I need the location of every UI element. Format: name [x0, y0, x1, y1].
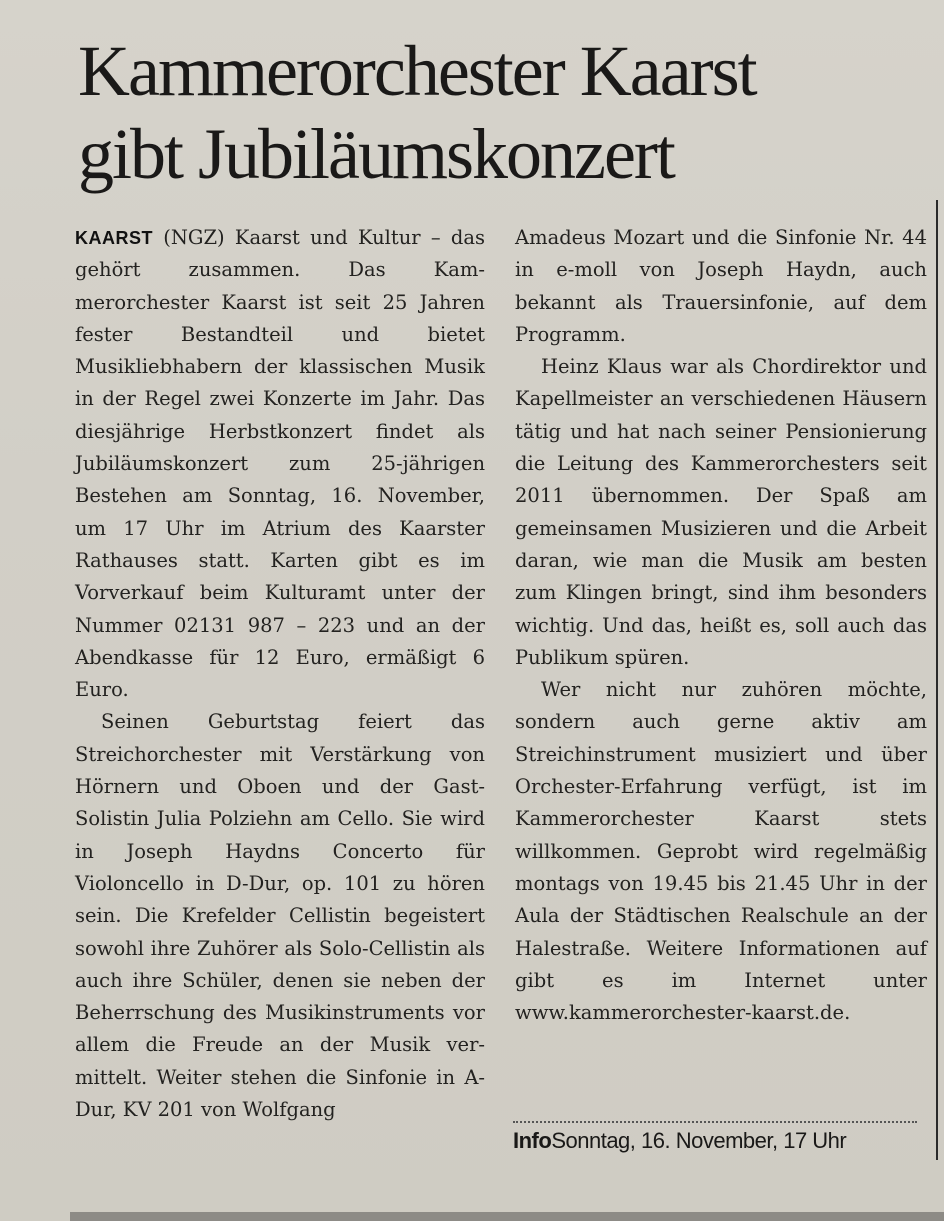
column-edge-rule: [936, 200, 938, 1160]
dateline: KAARST: [75, 228, 153, 248]
article-column-left: [75, 222, 485, 1126]
info-divider: [513, 1121, 917, 1123]
article-headline: [78, 30, 938, 196]
paper-bottom-edge: [70, 1212, 944, 1221]
paragraph-intro: [75, 222, 485, 706]
paragraph-program: Amadeus Mozart und die Sinfonie Nr. 44 in e-moll von Joseph Haydn, auch bekannt als Trauersinfonie, auf dem Programm.: [515, 226, 927, 346]
headline-line-2: gibt Jubiläumskonzert: [78, 114, 674, 194]
paragraph-birthday: Seinen Geburtstag feiert das Streichorchester mit Verstärkung von Hörnern und Oboen und der Gast-Solistin Julia Polziehn am Cello. Sie wird in Joseph Haydns Concerto für Violoncello in D-Dur, op. 101 zu hören sein. Die Krefelder Cellistin begeistert sowohl ihre Zuhörer als Solo-Cellistin als auch ihre Schüler, denen sie neben der Beherrschung des Musikinstruments vor allem die Freude an der Musik vermittelt. Weiter stehen die Sinfonie in A-Dur, KV 201 von Wolfgang: [75, 710, 485, 1122]
info-label: Info: [513, 1128, 552, 1153]
news-agency: (NGZ): [163, 226, 225, 249]
paragraph-conductor: Heinz Klaus war als Chordirektor und Kapellmeister an verschiedenen Häusern tätig und hat nach seiner Pensionierung die Leitung des Kammerorchesters seit 2011 übernommen. Der Spaß am gemeinsamen Musizieren und die Arbeit daran, wie man die Musik am besten zum Klingen bringt, sind ihm besonders wichtig. Und das, heißt es, soll auch das Publikum spüren.: [515, 355, 927, 669]
headline-line-1: Kammerorchester Kaarst: [78, 31, 756, 111]
info-box: [513, 1126, 846, 1156]
info-text: Sonntag, 16. November, 17 Uhr: [551, 1128, 847, 1153]
paragraph-rehearsals: Wer nicht nur zuhören möchte, sondern auch gerne aktiv am Streichinstrument musiziert und über Orchester-Erfahrung verfügt, ist im Kammerorchester Kaarst stets willkommen. Geprobt wird regelmäßig montags von 19.45 bis 21.45 Uhr in der Aula der Städtischen Realschule an der Halestraße. Weitere Informationen auf gibt es im Internet unter www.kammerorchester-kaarst.de.: [515, 678, 927, 1025]
paragraph-text: Kaarst und Kultur – das gehört zusammen. Das Kammerorchester Kaarst ist seit 25 Jahren fester Bestandteil und bietet Musikliebhabern der klassischen Musik in der Regel zwei Konzerte im Jahr. Das diesjährige Herbstkonzert findet als Jubiläumskonzert zum 25-jährigen Bestehen am Sonntag, 16. November, um 17 Uhr im Atrium des Kaarster Rathauses statt. Karten gibt es im Vorverkauf beim Kulturamt unter der Nummer 02131 987 – 223 und an der Abendkasse für 12 Euro, ermäßigt 6 Euro.: [75, 226, 485, 702]
article-column-right: [515, 222, 927, 1029]
